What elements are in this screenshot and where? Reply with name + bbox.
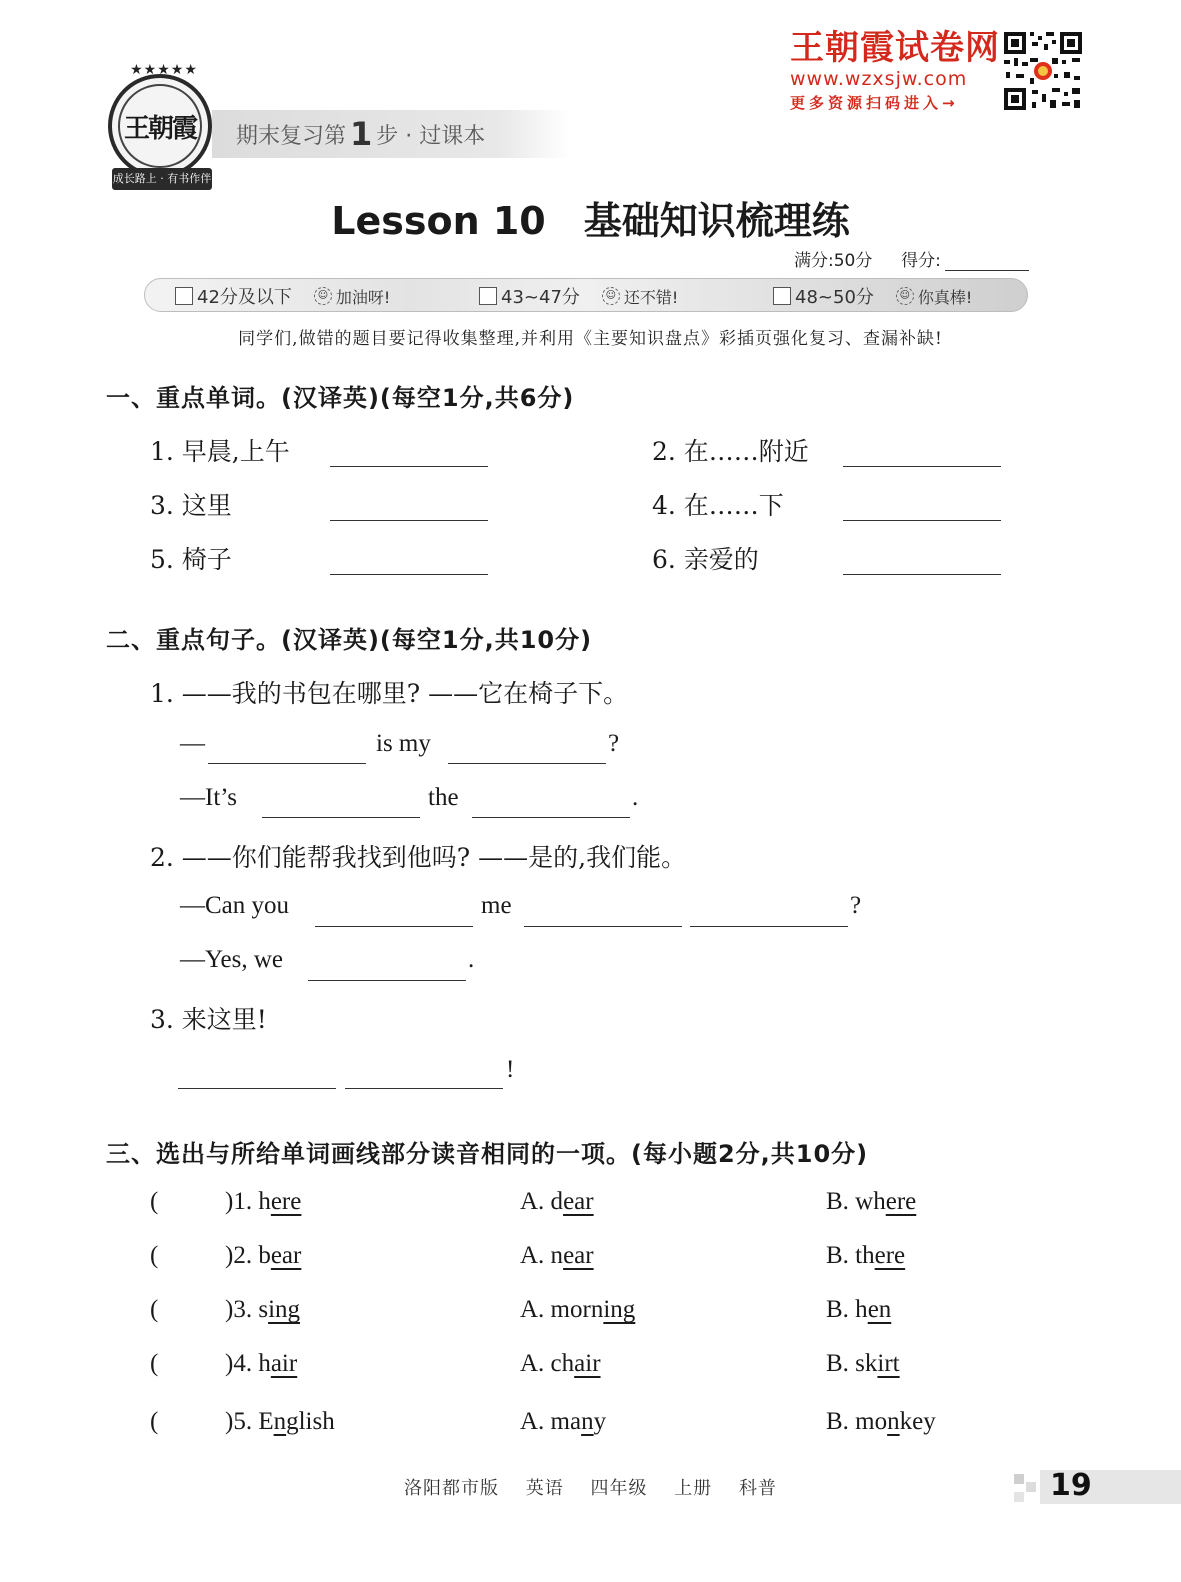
level-3 [773, 283, 972, 309]
smile-icon: ☺ [896, 287, 914, 305]
choice-row-3-word [225, 1296, 300, 1324]
open-paren: ( [150, 1188, 159, 1215]
underlined-part: ear [563, 1188, 594, 1215]
level-checkbox[interactable] [175, 287, 193, 305]
section-3-title: 三、选出与所给单词画线部分读音相同的一项。(每小题2分,共10分) [106, 1140, 869, 1168]
question-number: )2. [225, 1242, 253, 1269]
q1-period: . [632, 784, 639, 811]
footer-publisher: 科普 [738, 1478, 777, 1499]
option-b[interactable] [826, 1242, 905, 1270]
footer [0, 1474, 1181, 1500]
level-comment: 还不错! [623, 287, 679, 307]
option-a[interactable] [520, 1350, 601, 1378]
page-title [0, 190, 1181, 245]
level-checkbox[interactable] [773, 287, 791, 305]
option-text: key [899, 1408, 936, 1435]
q1-dash: — [180, 730, 205, 757]
step-suffix: 步 · 过课本 [376, 123, 486, 149]
option-b[interactable] [826, 1350, 900, 1378]
q2-question-mark: ? [850, 892, 862, 919]
page-corner-decoration [1014, 1474, 1038, 1502]
question-number: )4. [225, 1350, 253, 1377]
q2-text-me: me [481, 892, 512, 919]
brand-name: 王朝霞试卷网 [790, 28, 1000, 68]
open-paren: ( [150, 1242, 159, 1269]
answer-blank[interactable] [345, 1088, 503, 1089]
word-item-5: 5. 椅子 [150, 545, 232, 574]
underlined-part: n [887, 1408, 900, 1435]
level-1 [175, 283, 390, 309]
footer-grade: 四年级 [590, 1478, 648, 1499]
section-2-title: 二、重点句子。(汉译英)(每空1分,共10分) [106, 626, 593, 654]
footer-subject: 英语 [525, 1478, 564, 1499]
brand-block [790, 30, 1000, 114]
answer-blank[interactable] [448, 763, 606, 764]
option-text: A. n [520, 1242, 564, 1269]
word-part: h [258, 1188, 271, 1215]
underlined-part: n [581, 1408, 594, 1435]
brand-logo [108, 62, 212, 178]
page-number: 19 [1050, 1468, 1092, 1503]
level-comment: 加油呀! [335, 287, 391, 307]
underlined-part: ing [268, 1296, 301, 1323]
lesson-topic: 基础知识梳理练 [583, 199, 850, 243]
answer-blank[interactable] [178, 1088, 336, 1089]
step-prefix: 期末复习第 [236, 123, 347, 149]
brand-cta: 更多资源扫码进入→ [790, 94, 959, 112]
answer-blank[interactable] [208, 763, 366, 764]
sentence-q3: 3. 来这里! [150, 1005, 267, 1034]
answer-blank[interactable] [524, 926, 682, 927]
score-line [794, 246, 1029, 271]
score-levels [144, 278, 1028, 312]
underlined-part: ere [874, 1242, 906, 1269]
choice-row-4-word [225, 1350, 297, 1378]
underlined-part: ear [270, 1242, 302, 1269]
question-number: )5. [225, 1408, 253, 1435]
section-1-title: 一、重点单词。(汉译英)(每空1分,共6分) [106, 384, 575, 412]
q1-text-its: —It’s [180, 784, 237, 811]
logo-text: 王朝霞 [123, 113, 196, 144]
logo-stars: ★★★★★ [130, 62, 198, 78]
underlined-part: en [867, 1296, 892, 1323]
footer-volume: 上册 [674, 1478, 713, 1499]
answer-blank[interactable] [308, 980, 466, 981]
q2-period: . [468, 946, 475, 973]
option-text: A. ch [520, 1350, 575, 1377]
option-b[interactable] [826, 1188, 916, 1216]
underlined-part: ing [603, 1296, 636, 1323]
answer-blank[interactable] [843, 466, 1001, 467]
option-text: B. sk [826, 1350, 878, 1377]
answer-blank[interactable] [262, 817, 420, 818]
word-item-1: 1. 早晨,上午 [150, 437, 290, 466]
word-part: s [258, 1296, 269, 1323]
option-text: A. morn [520, 1296, 604, 1323]
q2-text-yes-we: —Yes, we [180, 946, 284, 973]
underlined-part: irt [877, 1350, 900, 1377]
q1-question-mark: ? [608, 730, 620, 757]
option-text: A. ma [520, 1408, 582, 1435]
sentence-q2: 2. ——你们能帮我找到他吗? ——是的,我们能。 [150, 843, 687, 872]
brand-url[interactable]: www.wzxsjw.com [790, 68, 968, 90]
lesson-label: Lesson 10 [331, 199, 546, 243]
answer-blank[interactable] [315, 926, 473, 927]
score-blank[interactable] [945, 254, 1029, 271]
smile-icon: ☺ [314, 287, 332, 305]
open-paren: ( [150, 1408, 159, 1435]
underlined-part: ear [563, 1242, 594, 1269]
q3-exclamation: ! [506, 1056, 515, 1083]
underlined-part: n [273, 1408, 287, 1435]
answer-blank[interactable] [330, 574, 488, 575]
word-part: E [258, 1408, 274, 1435]
level-checkbox[interactable] [479, 287, 497, 305]
level-range: 42分及以下 [197, 287, 292, 308]
answer-blank[interactable] [843, 520, 1001, 521]
option-text: y [593, 1408, 607, 1435]
level-range: 43~47分 [501, 287, 580, 308]
logo-ribbon: 成长路上 · 有书作伴 [112, 168, 212, 190]
option-a[interactable] [520, 1188, 594, 1216]
smile-icon: ☺ [602, 287, 620, 305]
choice-row-1-word [225, 1188, 301, 1216]
option-b[interactable] [826, 1408, 936, 1436]
question-number: )1. [225, 1188, 253, 1215]
sentence-q1: 1. ——我的书包在哪里? ——它在椅子下。 [150, 679, 629, 708]
q1-text-the: the [428, 784, 459, 811]
answer-blank[interactable] [843, 574, 1001, 575]
underlined-part: ere [885, 1188, 917, 1215]
option-a[interactable] [520, 1296, 635, 1324]
qr-code-icon[interactable] [1002, 30, 1084, 112]
step-number: 1 [350, 115, 373, 153]
step-banner [212, 110, 570, 158]
word-item-2: 2. 在……附近 [652, 437, 809, 466]
answer-blank[interactable] [330, 520, 488, 521]
word-part: h [258, 1350, 271, 1377]
choice-row-5-word [225, 1408, 335, 1436]
choice-row-2-word [225, 1242, 301, 1270]
underlined-part: air [574, 1350, 601, 1377]
word-item-6: 6. 亲爱的 [652, 545, 759, 574]
level-range: 48~50分 [795, 287, 874, 308]
footer-edition: 洛阳都市版 [404, 1478, 500, 1499]
answer-blank[interactable] [330, 466, 488, 467]
answer-blank[interactable] [472, 817, 630, 818]
q2-text-can-you: —Can you [180, 892, 290, 919]
underlined-part: air [270, 1350, 298, 1377]
word-part: glish [286, 1408, 335, 1435]
option-text: B. wh [826, 1188, 886, 1215]
got-score-label: 得分: [901, 251, 941, 271]
word-part: b [258, 1242, 271, 1269]
full-score: 满分:50分 [794, 251, 873, 271]
word-item-3: 3. 这里 [150, 491, 232, 520]
open-paren: ( [150, 1296, 159, 1323]
option-text: A. d [520, 1188, 564, 1215]
option-text: B. th [826, 1242, 875, 1269]
question-number: )3. [225, 1296, 253, 1323]
option-b[interactable] [826, 1296, 891, 1324]
option-text: B. h [826, 1296, 868, 1323]
level-comment: 你真棒! [917, 287, 973, 307]
level-2 [479, 283, 678, 309]
word-item-4: 4. 在……下 [652, 491, 784, 520]
q1-text-is-my: is my [376, 730, 431, 757]
option-a[interactable] [520, 1408, 606, 1436]
study-hint: 同学们,做错的题目要记得收集整理,并利用《主要知识盘点》彩插页强化复习、查漏补缺! [238, 329, 943, 349]
underlined-part: ere [270, 1188, 302, 1215]
open-paren: ( [150, 1350, 159, 1377]
answer-blank[interactable] [690, 926, 848, 927]
option-text: B. mo [826, 1408, 888, 1435]
option-a[interactable] [520, 1242, 594, 1270]
